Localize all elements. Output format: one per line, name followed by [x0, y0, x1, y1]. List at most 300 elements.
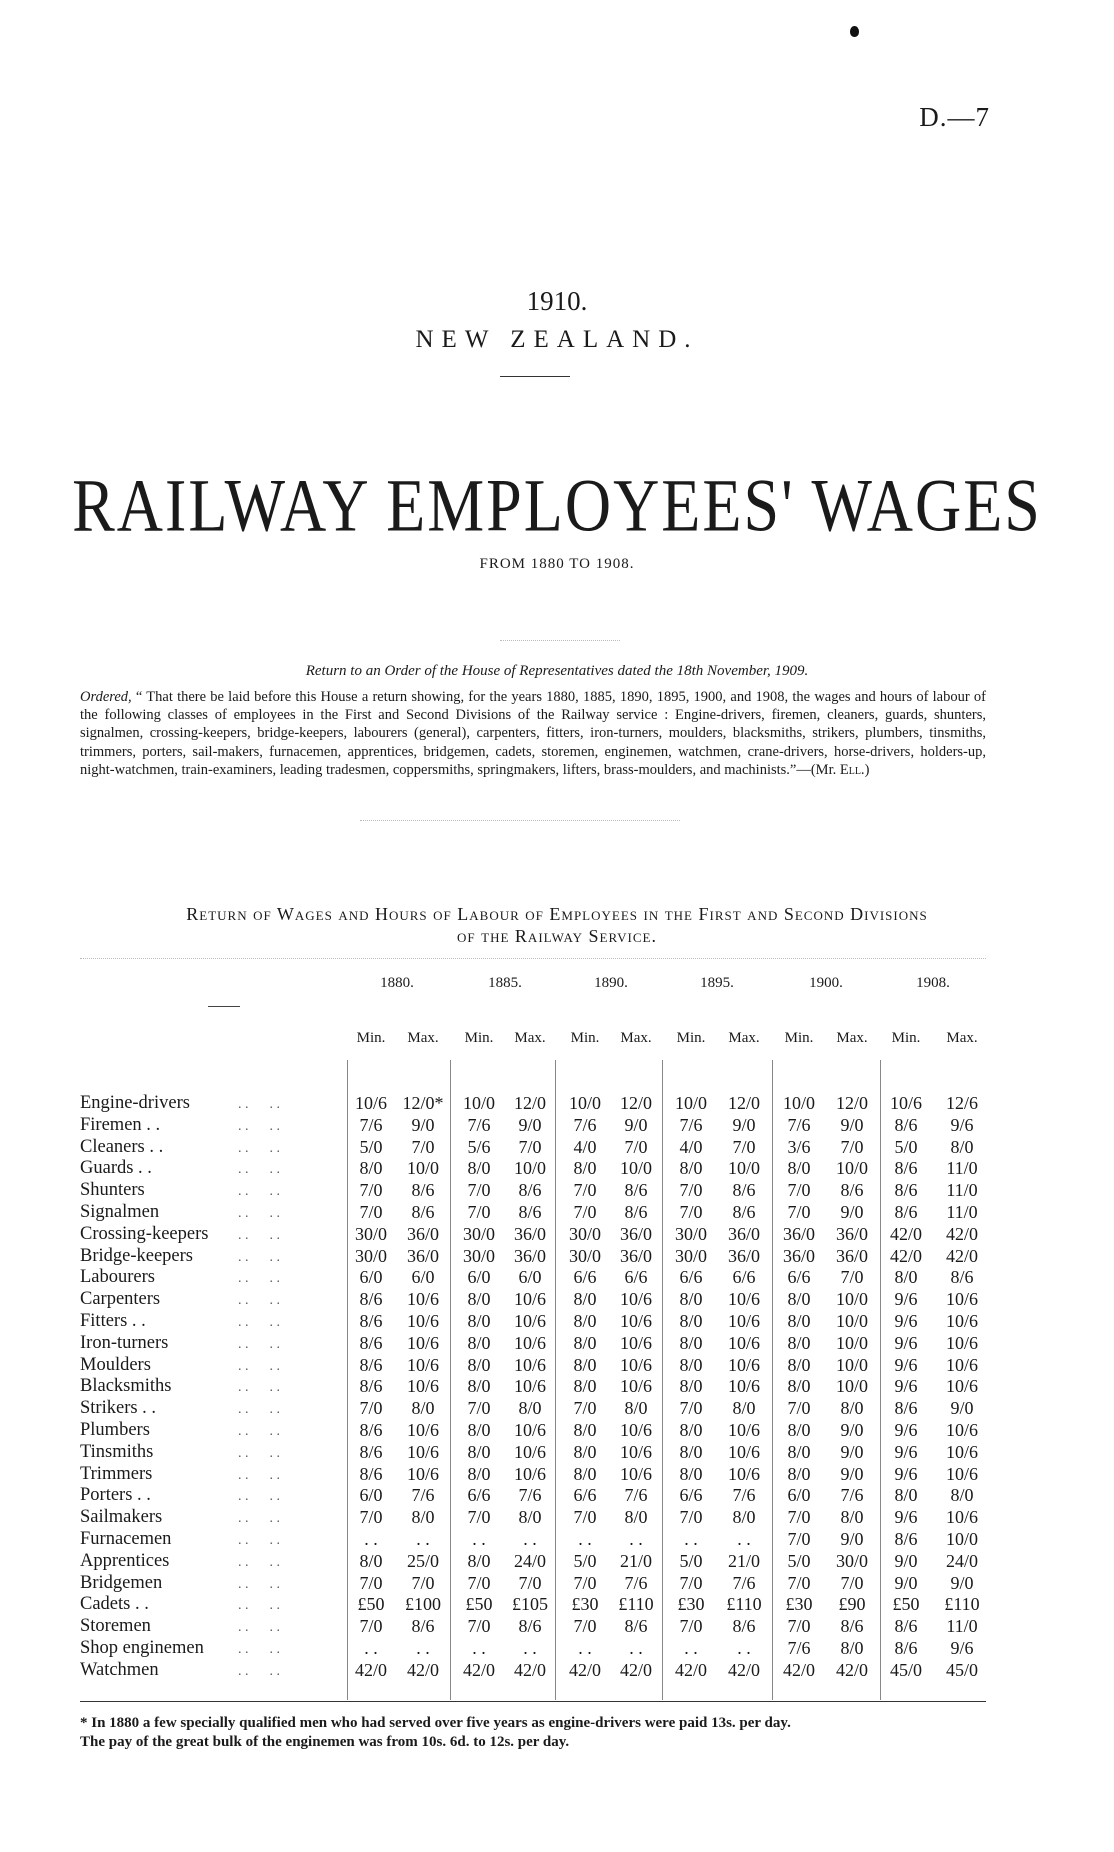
row-leader-dots: . . . .	[238, 1358, 280, 1374]
min-wage-cell: 8/0	[787, 1463, 811, 1484]
max-wage-cell: . .	[523, 1638, 537, 1658]
max-wage-cell: 8/0	[411, 1507, 435, 1528]
min-wage-cell: 9/6	[894, 1441, 918, 1462]
max-wage-cell: 9/6	[950, 1114, 974, 1135]
min-wage-cell: 30/0	[354, 1245, 387, 1266]
max-wage-cell: 8/6	[624, 1616, 648, 1637]
min-wage-cell: 7/0	[467, 1616, 491, 1637]
min-header: Min.	[676, 1030, 706, 1046]
max-wage-cell: 12/0*	[402, 1093, 444, 1113]
min-wage-cell: 8/0	[787, 1158, 811, 1179]
max-wage-cell: . .	[523, 1529, 537, 1549]
row-label: Sailmakers	[80, 1507, 163, 1528]
min-wage-cell: 10/0	[462, 1093, 495, 1113]
max-wage-cell: 42/0	[945, 1245, 978, 1266]
min-wage-cell: 6/6	[679, 1267, 703, 1288]
row-label: Firemen . .	[80, 1114, 161, 1135]
min-wage-cell: 8/0	[573, 1463, 597, 1484]
min-wage-cell: 8/0	[787, 1354, 811, 1375]
max-wage-cell: 8/0	[411, 1398, 435, 1419]
max-wage-cell: 9/0	[411, 1114, 435, 1135]
min-wage-cell: 7/0	[573, 1572, 597, 1593]
min-wage-cell: 7/0	[679, 1616, 703, 1637]
faint-rule	[360, 820, 680, 821]
max-wage-cell: 8/0	[840, 1507, 864, 1528]
max-wage-cell: 10/0	[835, 1158, 868, 1179]
min-wage-cell: 30/0	[568, 1223, 601, 1244]
min-wage-cell: 10/6	[889, 1093, 922, 1113]
max-wage-cell: 8/6	[411, 1180, 435, 1201]
min-wage-cell: 8/6	[359, 1289, 383, 1310]
document-title: RAILWAY EMPLOYEES' WAGES	[72, 463, 1042, 547]
min-wage-cell: 42/0	[674, 1659, 707, 1680]
min-wage-cell: £30	[677, 1594, 705, 1615]
min-wage-cell: 8/6	[359, 1311, 383, 1331]
max-wage-cell: 9/0	[950, 1572, 974, 1593]
max-wage-cell: 12/0	[619, 1093, 652, 1113]
min-wage-cell: 8/0	[467, 1311, 491, 1331]
min-wage-cell: 8/6	[359, 1332, 383, 1353]
min-wage-cell: 8/0	[573, 1332, 597, 1353]
min-wage-cell: 8/0	[573, 1158, 597, 1179]
max-wage-cell: 10/0	[835, 1289, 868, 1310]
max-wage-cell: . .	[416, 1638, 430, 1658]
min-wage-cell: 9/6	[894, 1311, 918, 1331]
max-wage-cell: 7/0	[840, 1572, 864, 1593]
max-wage-cell: 36/0	[835, 1245, 868, 1266]
row-leader-dots: . . . .	[238, 1402, 280, 1418]
max-wage-cell: 8/0	[950, 1485, 974, 1506]
max-wage-cell: 12/0	[835, 1093, 868, 1113]
year-header: 1908.	[916, 975, 950, 991]
max-wage-cell: 8/6	[518, 1180, 542, 1201]
max-wage-cell: 10/6	[619, 1332, 652, 1353]
min-wage-cell: 42/0	[462, 1659, 495, 1680]
max-wage-cell: £90	[838, 1594, 866, 1615]
max-wage-cell: 10/6	[406, 1376, 439, 1397]
row-label: Blacksmiths	[80, 1376, 172, 1397]
row-label: Strikers . .	[80, 1398, 157, 1419]
max-wage-cell: 6/0	[411, 1267, 435, 1288]
row-label: Bridge-keepers	[80, 1245, 194, 1266]
min-wage-cell: 6/6	[573, 1485, 597, 1506]
row-leader-dots: . . . .	[238, 1336, 280, 1352]
max-wage-cell: 36/0	[513, 1245, 546, 1266]
max-wage-cell: 10/0	[835, 1332, 868, 1353]
max-wage-cell: 10/6	[727, 1332, 760, 1353]
max-wage-cell: 10/0	[835, 1376, 868, 1397]
footnote	[80, 1714, 986, 1752]
max-header: Max.	[836, 1030, 868, 1046]
min-wage-cell: 8/6	[894, 1638, 918, 1658]
max-wage-cell: 9/0	[950, 1398, 974, 1419]
max-wage-cell: 11/0	[946, 1202, 978, 1222]
row-label: Fitters . .	[80, 1311, 146, 1331]
ink-mark	[850, 26, 859, 37]
max-wage-cell: . .	[629, 1529, 643, 1549]
max-wage-cell: 7/0	[732, 1136, 756, 1157]
max-wage-cell: 10/6	[945, 1420, 978, 1440]
min-wage-cell: 8/6	[894, 1202, 918, 1222]
row-leader-dots: . . . .	[238, 1118, 280, 1134]
max-wage-cell: £100	[405, 1594, 441, 1615]
ordered-label: Ordered,	[80, 689, 132, 705]
min-wage-cell: 6/6	[573, 1267, 597, 1288]
max-wage-cell: 8/0	[624, 1398, 648, 1419]
max-wage-cell: 42/0	[406, 1659, 439, 1680]
max-header: Max.	[407, 1030, 439, 1046]
max-wage-cell: . .	[416, 1529, 430, 1549]
max-wage-cell: 24/0	[945, 1550, 978, 1571]
row-label: Storemen	[80, 1616, 151, 1637]
row-label: Cadets . .	[80, 1594, 149, 1615]
max-wage-cell: 11/0	[946, 1158, 978, 1179]
min-wage-cell: 9/0	[894, 1550, 918, 1571]
min-wage-cell: 30/0	[674, 1223, 707, 1244]
max-wage-cell: 8/6	[411, 1202, 435, 1222]
min-wage-cell: 7/0	[787, 1616, 811, 1637]
min-wage-cell: 7/6	[573, 1114, 597, 1135]
page-reference: D.—7	[919, 102, 990, 132]
max-wage-cell: 9/0	[840, 1529, 864, 1549]
row-label: Porters . .	[80, 1485, 151, 1506]
min-wage-cell: 8/0	[787, 1441, 811, 1462]
min-wage-cell: 8/0	[467, 1158, 491, 1179]
max-wage-cell: 9/0	[840, 1420, 864, 1440]
label-column-dash	[208, 1006, 240, 1007]
min-wage-cell: 8/6	[894, 1158, 918, 1179]
min-wage-cell: 6/0	[359, 1485, 383, 1506]
max-header: Max.	[620, 1030, 652, 1046]
max-wage-cell: 10/6	[727, 1463, 760, 1484]
max-wage-cell: 7/0	[840, 1136, 864, 1157]
max-wage-cell: 10/6	[945, 1376, 978, 1397]
heading-rule	[500, 376, 570, 377]
max-wage-cell: 8/0	[840, 1398, 864, 1419]
min-wage-cell: 8/0	[573, 1311, 597, 1331]
max-wage-cell: 8/0	[950, 1136, 974, 1157]
max-wage-cell: 10/6	[406, 1463, 439, 1484]
max-wage-cell: £105	[512, 1594, 548, 1615]
min-wage-cell: 7/6	[679, 1114, 703, 1135]
max-wage-cell: 42/0	[513, 1659, 546, 1680]
row-leader-dots: . . . .	[238, 1380, 280, 1396]
min-wage-cell: . .	[364, 1529, 378, 1549]
row-label: Signalmen	[80, 1202, 160, 1222]
row-leader-dots: . . . .	[238, 1445, 280, 1461]
max-wage-cell: 10/6	[406, 1354, 439, 1375]
min-wage-cell: 7/0	[359, 1180, 383, 1201]
year-header: 1890.	[594, 975, 628, 991]
row-label: Plumbers	[80, 1420, 150, 1440]
max-wage-cell: 45/0	[945, 1659, 978, 1680]
min-wage-cell: 7/0	[359, 1398, 383, 1419]
min-wage-cell: 8/0	[787, 1311, 811, 1331]
max-wage-cell: 7/6	[732, 1485, 756, 1506]
min-wage-cell: 6/0	[359, 1267, 383, 1288]
max-wage-cell: 10/6	[619, 1311, 652, 1331]
max-wage-cell: 12/6	[945, 1093, 978, 1113]
min-wage-cell: 8/6	[359, 1463, 383, 1484]
min-wage-cell: 8/0	[467, 1289, 491, 1310]
min-wage-cell: 8/0	[894, 1485, 918, 1506]
row-label: Cleaners . .	[80, 1136, 164, 1157]
row-leader-dots: . . . .	[238, 1140, 280, 1156]
min-wage-cell: 8/6	[894, 1180, 918, 1201]
min-header: Min.	[570, 1030, 600, 1046]
min-wage-cell: 7/0	[573, 1180, 597, 1201]
min-wage-cell: 42/0	[889, 1245, 922, 1266]
document-subtitle: FROM 1880 TO 1908.	[479, 556, 635, 572]
min-wage-cell: . .	[578, 1638, 592, 1658]
max-wage-cell: 7/0	[411, 1572, 435, 1593]
document-year: 1910.	[526, 286, 588, 316]
min-wage-cell: 8/0	[467, 1441, 491, 1462]
max-wage-cell: . .	[737, 1638, 751, 1658]
min-wage-cell: 30/0	[568, 1245, 601, 1266]
max-wage-cell: 10/0	[406, 1158, 439, 1179]
min-wage-cell: 10/0	[568, 1093, 601, 1113]
row-leader-dots: . . . .	[238, 1162, 280, 1178]
min-wage-cell: 30/0	[462, 1245, 495, 1266]
min-wage-cell: 7/0	[467, 1572, 491, 1593]
year-header: 1885.	[488, 975, 522, 991]
min-wage-cell: 42/0	[889, 1223, 922, 1244]
min-wage-cell: 8/0	[894, 1267, 918, 1288]
max-wage-cell: 8/0	[518, 1398, 542, 1419]
min-wage-cell: . .	[684, 1529, 698, 1549]
max-wage-cell: 10/6	[513, 1332, 546, 1353]
row-leader-dots: . . . .	[238, 1511, 280, 1527]
min-wage-cell: 7/6	[359, 1114, 383, 1135]
min-wage-cell: 9/6	[894, 1376, 918, 1397]
table-bottom-rule	[80, 1701, 986, 1702]
min-wage-cell: 7/6	[467, 1114, 491, 1135]
min-header: Min.	[891, 1030, 921, 1046]
min-wage-cell: 8/0	[359, 1550, 383, 1571]
min-wage-cell: 8/0	[679, 1376, 703, 1397]
min-wage-cell: 7/0	[359, 1507, 383, 1528]
max-wage-cell: 10/0	[619, 1158, 652, 1179]
min-wage-cell: 8/0	[787, 1332, 811, 1353]
year-header: 1900.	[809, 975, 843, 991]
country-heading: NEW ZEALAND.	[415, 326, 699, 353]
min-wage-cell: 6/0	[467, 1267, 491, 1288]
row-leader-dots: . . . .	[238, 1206, 280, 1221]
max-wage-cell: 10/6	[406, 1441, 439, 1462]
footnote-line2: The pay of the great bulk of the enginemen was from 10s. 6d. to 12s. per day.	[80, 1734, 570, 1750]
max-wage-cell: 11/0	[946, 1180, 978, 1201]
row-leader-dots: . . . .	[238, 1271, 280, 1287]
min-wage-cell: 3/6	[787, 1136, 811, 1157]
min-wage-cell: 8/0	[679, 1420, 703, 1440]
min-wage-cell: 5/0	[359, 1136, 383, 1157]
max-wage-cell: 42/0	[727, 1659, 760, 1680]
row-label: Trimmers	[80, 1463, 153, 1484]
max-wage-cell: £110	[726, 1594, 762, 1615]
max-wage-cell: 36/0	[406, 1245, 439, 1266]
min-wage-cell: 8/0	[679, 1463, 703, 1484]
min-wage-cell: 7/0	[787, 1572, 811, 1593]
row-leader-dots: . . . .	[238, 1576, 280, 1592]
max-wage-cell: 36/0	[406, 1223, 439, 1244]
max-wage-cell: 21/0	[619, 1550, 652, 1571]
min-wage-cell: 8/0	[679, 1332, 703, 1353]
min-wage-cell: 7/0	[573, 1507, 597, 1528]
max-wage-cell: 8/6	[518, 1202, 542, 1222]
max-wage-cell: 10/0	[513, 1158, 546, 1179]
min-wage-cell: 7/0	[679, 1202, 703, 1222]
ordered-mover: Ell.	[839, 761, 865, 778]
max-wage-cell: 10/6	[619, 1289, 652, 1310]
min-wage-cell: 10/6	[354, 1093, 387, 1113]
min-wage-cell: 8/0	[573, 1376, 597, 1397]
row-label: Iron-turners	[80, 1332, 169, 1353]
min-wage-cell: 7/0	[787, 1180, 811, 1201]
min-wage-cell: 8/0	[467, 1332, 491, 1353]
column-divider	[450, 1060, 451, 1700]
row-label: Labourers	[80, 1267, 155, 1288]
max-wage-cell: 6/6	[732, 1267, 756, 1288]
max-wage-cell: 10/6	[513, 1289, 546, 1310]
ordered-paragraph	[80, 688, 986, 779]
table-top-rule	[80, 958, 986, 959]
min-wage-cell: £50	[892, 1594, 920, 1615]
row-leader-dots: . . . .	[238, 1489, 280, 1505]
max-wage-cell: 8/0	[732, 1398, 756, 1419]
min-header: Min.	[464, 1030, 494, 1046]
row-label: Moulders	[80, 1354, 151, 1375]
max-wage-cell: 8/6	[950, 1267, 974, 1288]
row-leader-dots: . . . .	[238, 1642, 280, 1657]
min-wage-cell: 8/0	[573, 1441, 597, 1462]
min-wage-cell: 7/0	[573, 1202, 597, 1222]
row-leader-dots: . . . .	[238, 1620, 280, 1636]
max-wage-cell: 42/0	[619, 1659, 652, 1680]
min-wage-cell: 8/0	[573, 1289, 597, 1310]
max-wage-cell: £110	[618, 1594, 654, 1615]
min-wage-cell: 7/0	[787, 1507, 811, 1528]
max-wage-cell: 9/0	[518, 1114, 542, 1135]
min-wage-cell: 7/0	[679, 1507, 703, 1528]
row-label: Crossing-keepers	[80, 1223, 209, 1244]
max-wage-cell: 8/6	[624, 1202, 648, 1222]
min-wage-cell: 8/6	[359, 1420, 383, 1440]
min-wage-cell: 7/0	[679, 1572, 703, 1593]
row-leader-dots: . . . .	[238, 1554, 280, 1570]
row-label: Tinsmiths	[80, 1441, 154, 1462]
max-header: Max.	[946, 1030, 978, 1046]
max-wage-cell: 10/6	[945, 1463, 978, 1484]
max-wage-cell: 10/6	[945, 1354, 978, 1375]
row-label: Shop enginemen	[80, 1638, 204, 1658]
max-wage-cell: 10/6	[727, 1311, 760, 1331]
year-header: 1880.	[380, 975, 414, 991]
min-wage-cell: 8/0	[467, 1376, 491, 1397]
min-wage-cell: 36/0	[782, 1223, 815, 1244]
min-header: Min.	[356, 1030, 386, 1046]
max-wage-cell: £110	[944, 1594, 980, 1615]
min-wage-cell: 7/0	[467, 1180, 491, 1201]
max-wage-cell: 8/6	[518, 1616, 542, 1637]
min-wage-cell: . .	[472, 1529, 486, 1549]
max-wage-cell: 9/0	[840, 1114, 864, 1135]
min-wage-cell: 9/6	[894, 1354, 918, 1375]
min-wage-cell: £30	[785, 1594, 813, 1615]
min-wage-cell: 6/6	[467, 1485, 491, 1506]
row-leader-dots: . . . .	[238, 1663, 280, 1679]
max-wage-cell: 10/6	[513, 1420, 546, 1440]
max-wage-cell: 10/6	[945, 1311, 978, 1331]
max-wage-cell: 8/0	[624, 1507, 648, 1528]
min-wage-cell: £30	[571, 1594, 599, 1615]
min-wage-cell: 7/0	[787, 1398, 811, 1419]
table-title-line1: Return of Wages and Hours of Labour of Employees in the First and Second Divisions	[186, 904, 928, 924]
min-wage-cell: 8/0	[467, 1354, 491, 1375]
min-wage-cell: 8/0	[573, 1420, 597, 1440]
min-wage-cell: 7/0	[573, 1616, 597, 1637]
max-wage-cell: 10/6	[727, 1354, 760, 1375]
row-leader-dots: . . . .	[238, 1467, 280, 1483]
faint-rule	[500, 640, 620, 641]
min-wage-cell: 6/0	[787, 1485, 811, 1506]
min-wage-cell: 10/0	[782, 1093, 815, 1113]
min-wage-cell: 8/0	[679, 1158, 703, 1179]
row-label: Apprentices	[80, 1550, 170, 1571]
max-wage-cell: 36/0	[513, 1223, 546, 1244]
min-wage-cell: 8/6	[894, 1529, 918, 1549]
min-wage-cell: 8/0	[787, 1376, 811, 1397]
max-wage-cell: 10/6	[406, 1289, 439, 1310]
row-label: Bridgemen	[80, 1572, 163, 1593]
footnote-line1: * In 1880 a few specially qualified men who had served over five years as engine-drivers were paid 13s. per day.	[80, 1715, 791, 1731]
max-wage-cell: 11/0	[946, 1616, 978, 1637]
min-wage-cell: 7/0	[787, 1529, 811, 1549]
max-wage-cell: 7/6	[624, 1572, 648, 1593]
row-leader-dots: . . . .	[238, 1424, 280, 1439]
max-wage-cell: 9/0	[840, 1463, 864, 1484]
max-wage-cell: 42/0	[945, 1223, 978, 1244]
max-wage-cell: 8/6	[732, 1202, 756, 1222]
row-leader-dots: . . . .	[238, 1097, 280, 1112]
min-wage-cell: 5/6	[467, 1136, 491, 1157]
min-wage-cell: 45/0	[889, 1659, 922, 1680]
max-wage-cell: 10/6	[727, 1376, 760, 1397]
row-leader-dots: . . . .	[238, 1293, 280, 1309]
max-wage-cell: 10/0	[945, 1529, 978, 1549]
min-wage-cell: . .	[578, 1529, 592, 1549]
min-wage-cell: . .	[472, 1638, 486, 1658]
row-label: Engine-drivers	[80, 1093, 190, 1113]
row-label: Watchmen	[80, 1659, 159, 1680]
min-wage-cell: 8/0	[679, 1441, 703, 1462]
max-wage-cell: 10/6	[619, 1441, 652, 1462]
min-wage-cell: 8/6	[359, 1441, 383, 1462]
year-header: 1895.	[700, 975, 734, 991]
max-wage-cell: 42/0	[835, 1659, 868, 1680]
max-wage-cell: 7/0	[518, 1572, 542, 1593]
max-wage-cell: 9/0	[732, 1114, 756, 1135]
row-leader-dots: . . . .	[238, 1598, 280, 1614]
max-wage-cell: 10/6	[727, 1441, 760, 1462]
min-wage-cell: 7/0	[679, 1398, 703, 1419]
min-wage-cell: 9/0	[894, 1572, 918, 1593]
max-wage-cell: 9/0	[840, 1202, 864, 1222]
max-wage-cell: 10/6	[406, 1332, 439, 1353]
max-wage-cell: 10/6	[619, 1420, 652, 1440]
max-wage-cell: 10/6	[945, 1441, 978, 1462]
min-wage-cell: 7/6	[787, 1114, 811, 1135]
